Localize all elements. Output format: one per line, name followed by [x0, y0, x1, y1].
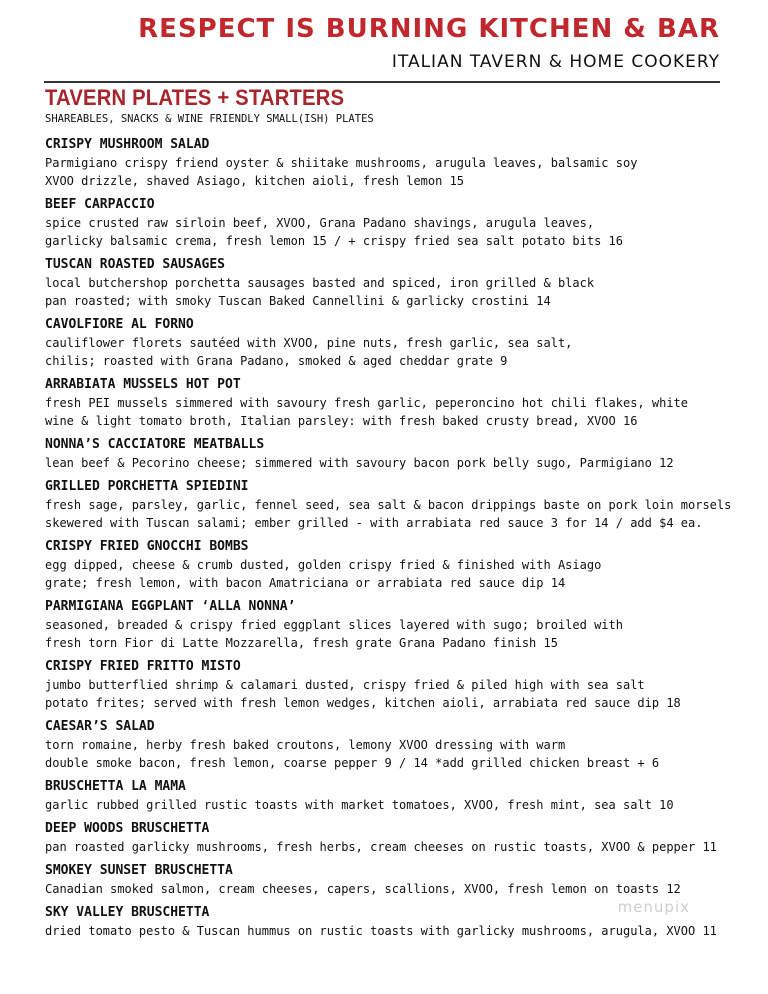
menu-item — [45, 538, 735, 592]
watermark: menupix — [617, 898, 690, 916]
menu-item-description: torn romaine, herby fresh baked croutons, lemony XVOO dressing with warm — [45, 738, 566, 752]
menu-item-name: CRISPY FRIED FRITTO MISTO — [45, 659, 241, 674]
menu-item-name: SMOKEY SUNSET BRUSCHETTA — [45, 863, 233, 878]
menu-items — [45, 136, 735, 946]
menu-item-description: double smoke bacon, fresh lemon, coarse pepper 9 / 14 *add grilled chicken breast + 6 — [45, 756, 660, 770]
menu-item-description: wine & light tomato broth, Italian parsley: with fresh baked crusty bread, XVOO 16 — [45, 414, 638, 428]
menu-item-name: CAVOLFIORE AL FORNO — [45, 317, 194, 332]
menu-item-description: skewered with Tuscan salami; ember grilled - with arrabiata red sauce 3 for 14 / add $4 ea. — [45, 516, 703, 530]
menu-item — [45, 658, 735, 712]
menu-item — [45, 478, 735, 532]
menu-item — [45, 436, 735, 472]
menu-item-description: XVOO drizzle, shaved Asiago, kitchen aioli, fresh lemon 15 — [45, 174, 465, 188]
restaurant-name: RESPECT IS BURNING KITCHEN & BAR — [138, 14, 720, 44]
menu-item-name: TUSCAN ROASTED SAUSAGES — [45, 257, 226, 272]
menu-item-description: pan roasted garlicky mushrooms, fresh herbs, cream cheeses on rustic toasts, XVOO & pepper 11 — [45, 840, 717, 854]
menu-item — [45, 196, 735, 250]
menu-item — [45, 376, 735, 430]
menu-item-description: spice crusted raw sirloin beef, XVOO, Grana Padano shavings, arugula leaves, — [45, 216, 595, 230]
menu-item-description: grate; fresh lemon, with bacon Amatriciana or arrabiata red sauce dip 14 — [45, 576, 566, 590]
menu-item — [45, 718, 735, 772]
menu-item-name: BEEF CARPACCIO — [45, 197, 155, 212]
menu-item-name: SKY VALLEY BRUSCHETTA — [45, 905, 210, 920]
menu-item-name: PARMIGIANA EGGPLANT ‘ALLA NONNA’ — [45, 599, 296, 614]
menu-item-description: chilis; roasted with Grana Padano, smoked & aged cheddar grate 9 — [45, 354, 508, 368]
menu-item-description: Parmigiano crispy friend oyster & shiitake mushrooms, arugula leaves, balsamic soy — [45, 156, 638, 170]
menu-item-description: local butchershop porchetta sausages basted and spiced, iron grilled & black — [45, 276, 595, 290]
menu-item-description: fresh torn Fior di Latte Mozzarella, fresh grate Grana Padano finish 15 — [45, 636, 558, 650]
menu-item-description: jumbo butterflied shrimp & calamari dusted, crispy fried & piled high with sea salt — [45, 678, 645, 692]
menu-item-name: CAESAR’S SALAD — [45, 719, 155, 734]
section-subtitle: SHAREABLES, SNACKS & WINE FRIENDLY SMALL(ISH) PLATES — [45, 113, 374, 125]
menu-item-description: fresh PEI mussels simmered with savoury fresh garlic, peperoncino hot chili flakes, white — [45, 396, 688, 410]
menu-item-description: Canadian smoked salmon, cream cheeses, capers, scallions, XVOO, fresh lemon on toasts 12 — [45, 882, 681, 896]
menu-item-description: cauliflower florets sautéed with XVOO, pine nuts, fresh garlic, sea salt, — [45, 336, 573, 350]
menu-item-description: lean beef & Pecorino cheese; simmered with savoury bacon pork belly sugo, Parmigiano 12 — [45, 456, 674, 470]
menu-item-name: NONNA’S CACCIATORE MEATBALLS — [45, 437, 265, 452]
menu-item-description: seasoned, breaded & crispy fried eggplant slices layered with sugo; broiled with — [45, 618, 623, 632]
menu-item-name: BRUSCHETTA LA MAMA — [45, 779, 186, 794]
menu-item-name: CRISPY FRIED GNOCCHI BOMBS — [45, 539, 249, 554]
menu-item-description: egg dipped, cheese & crumb dusted, golden crispy fried & finished with Asiago — [45, 558, 602, 572]
menu-item — [45, 598, 735, 652]
menu-item — [45, 778, 735, 814]
header-divider — [44, 81, 720, 83]
menu-item — [45, 316, 735, 370]
restaurant-tagline: ITALIAN TAVERN & HOME COOKERY — [391, 52, 720, 72]
menu-item-name: ARRABIATA MUSSELS HOT POT — [45, 377, 241, 392]
section-title: TAVERN PLATES + STARTERS — [45, 85, 345, 110]
menu-item-description: dried tomato pesto & Tuscan hummus on rustic toasts with garlicky mushrooms, arugula, XVOO 11 — [45, 924, 717, 938]
menu-item-description: potato frites; served with fresh lemon wedges, kitchen aioli, arrabiata red sauce dip 18 — [45, 696, 681, 710]
menu-item — [45, 820, 735, 856]
menu-item-description: garlic rubbed grilled rustic toasts with market tomatoes, XVOO, fresh mint, sea salt 10 — [45, 798, 674, 812]
menu-item-name: GRILLED PORCHETTA SPIEDINI — [45, 479, 249, 494]
menu-item — [45, 256, 735, 310]
menu-item — [45, 136, 735, 190]
menu-item-name: DEEP WOODS BRUSCHETTA — [45, 821, 210, 836]
menu-item-description: garlicky balsamic crema, fresh lemon 15 / + crispy fried sea salt potato bits 16 — [45, 234, 623, 248]
menu-item-description: pan roasted; with smoky Tuscan Baked Cannellini & garlicky crostini 14 — [45, 294, 551, 308]
menu-item-name: CRISPY MUSHROOM SALAD — [45, 137, 210, 152]
menu-item-description: fresh sage, parsley, garlic, fennel seed, sea salt & bacon drippings baste on pork loin morsels — [45, 498, 732, 512]
menu-item — [45, 862, 735, 898]
